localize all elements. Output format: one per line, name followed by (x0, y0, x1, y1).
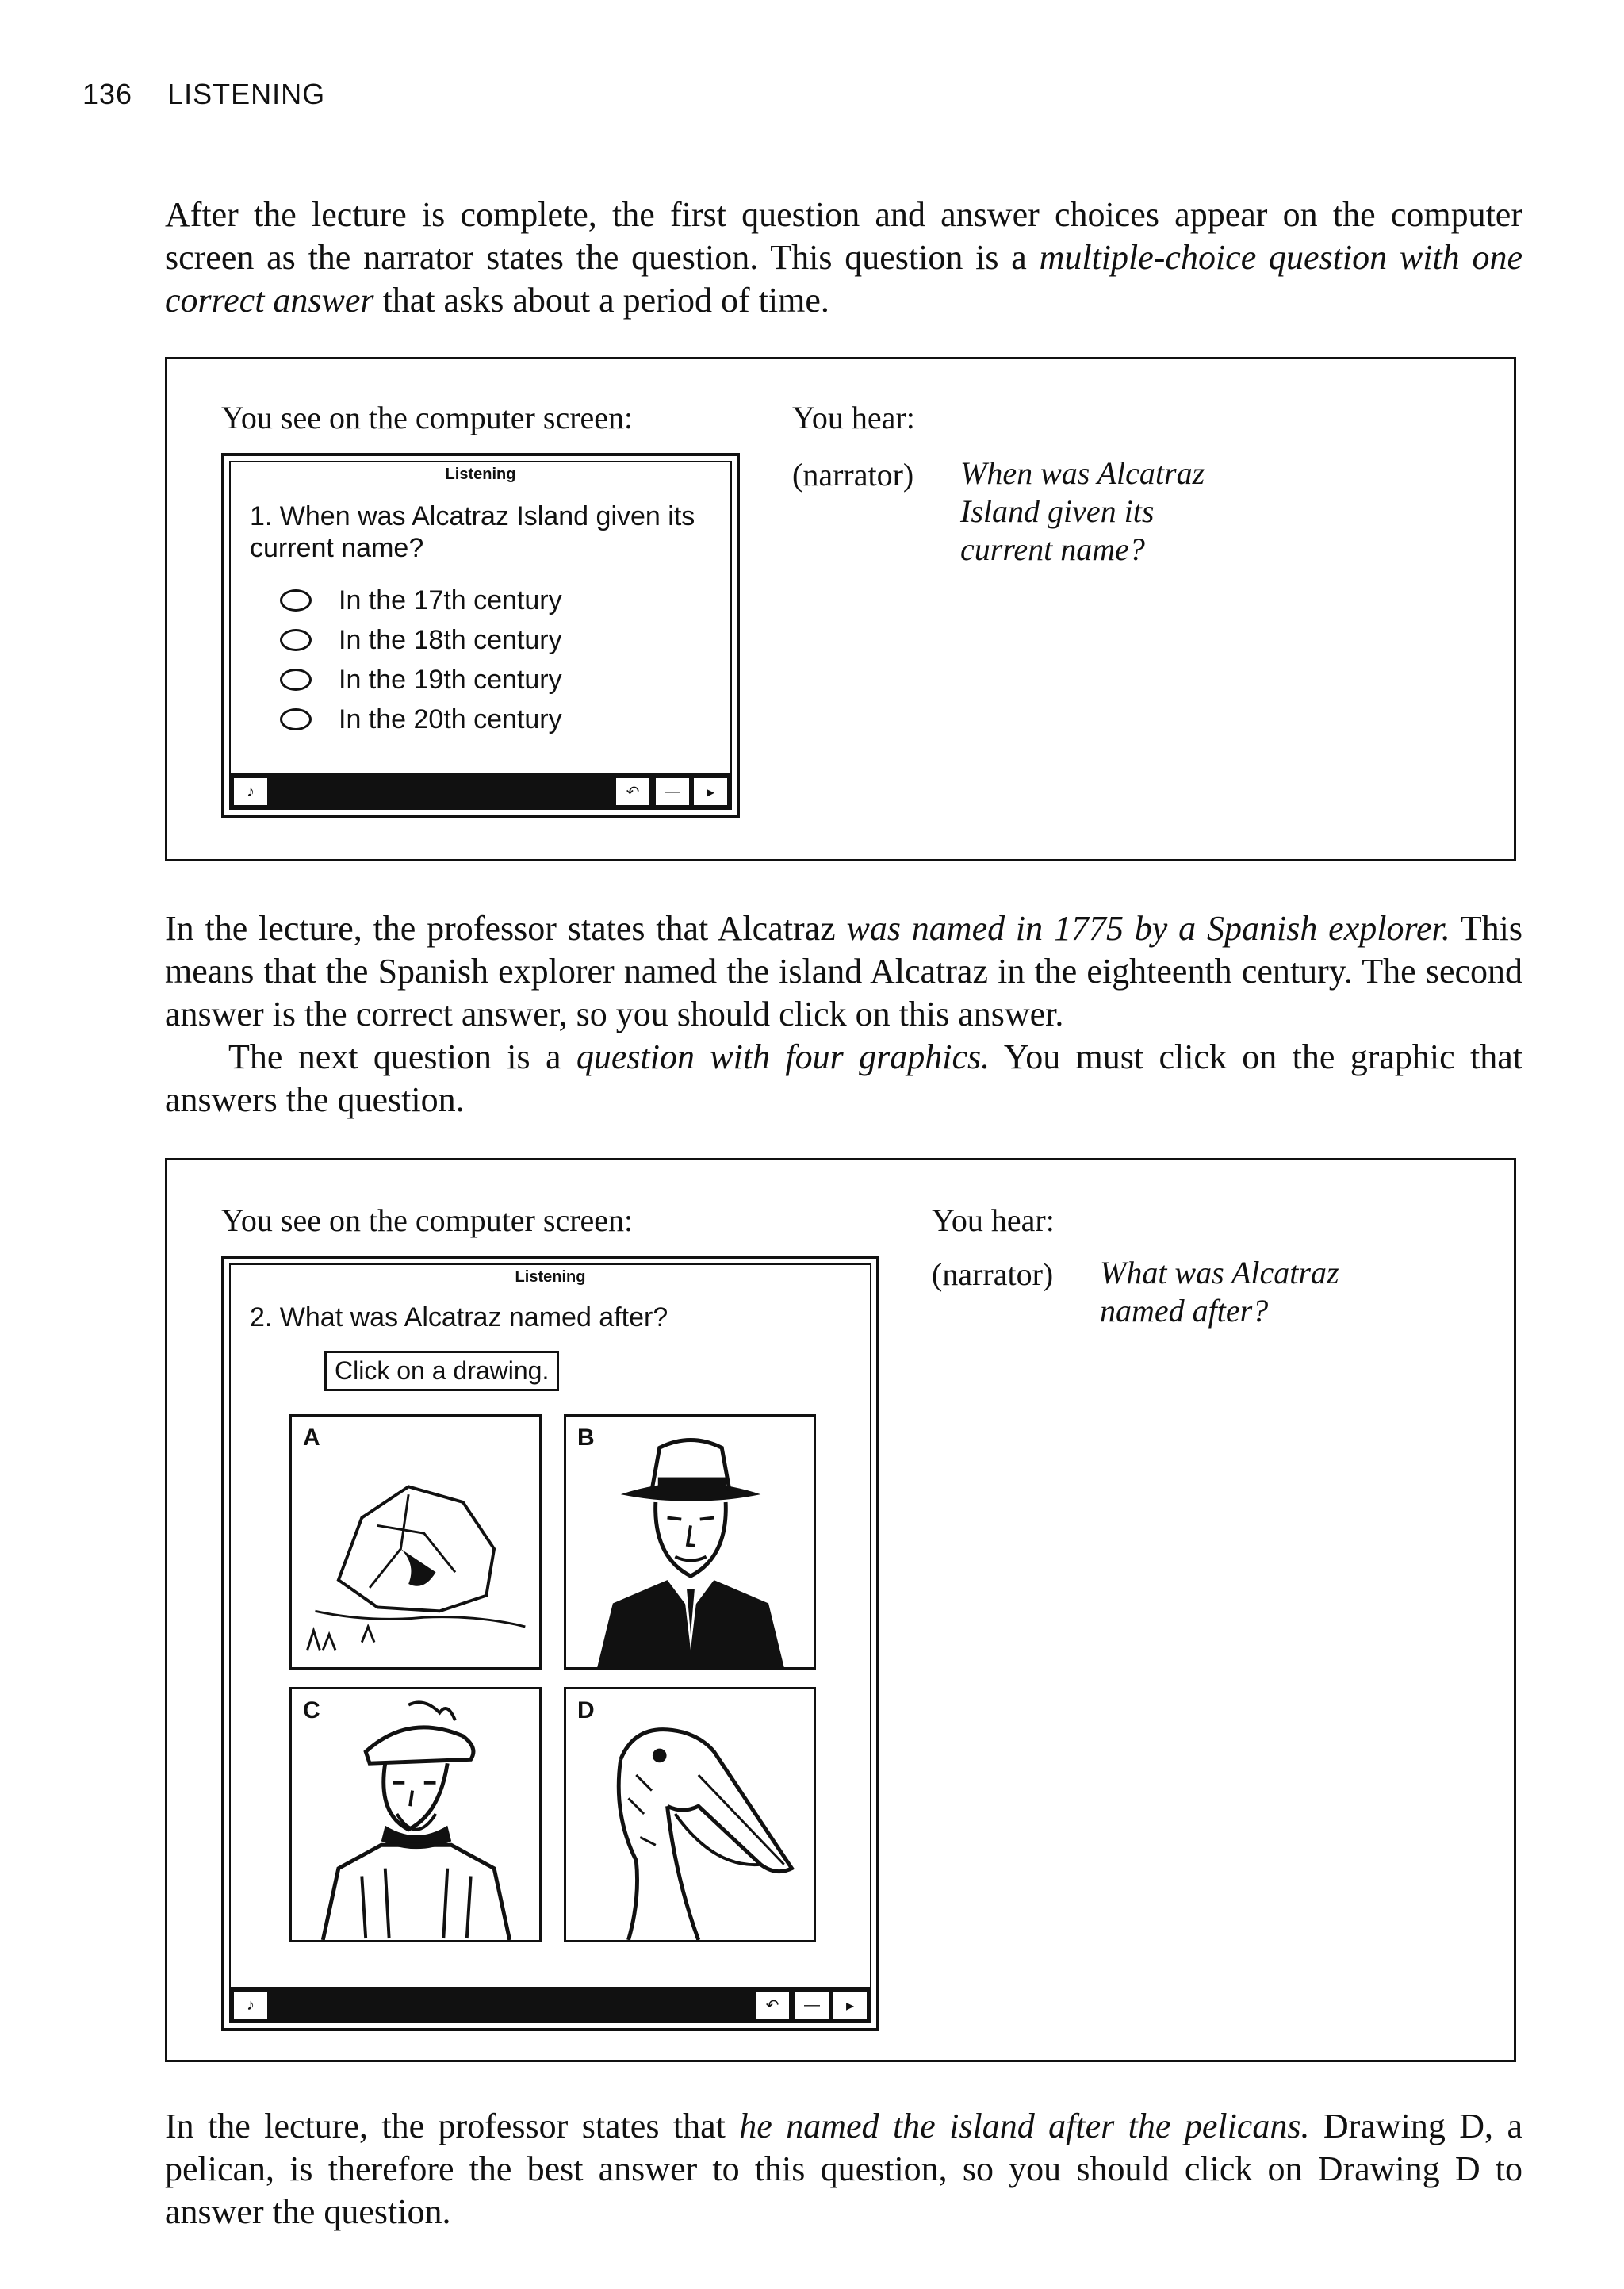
conclusion-paragraph: In the lecture, the professor states that he named the island after the pelicans. Drawing D, a pelican, is therefore the best answer to this question, so you should click on Drawing D to answer the question. (165, 2107, 1522, 2231)
answer-option-4[interactable]: In the 20th century (280, 704, 562, 735)
answer-option-1[interactable]: In the 17th century (280, 585, 562, 616)
next-button[interactable] (692, 776, 729, 807)
computer-screen-1 (221, 453, 740, 818)
answer-option-3[interactable]: In the 19th century (280, 664, 562, 696)
help-button[interactable] (754, 1990, 791, 2020)
radio-button[interactable] (280, 708, 312, 730)
drawing-d[interactable]: D (564, 1687, 816, 1942)
confirm-icon: — (804, 1996, 820, 2014)
audio-text: When was Alcatraz Island given its current name? (960, 455, 1205, 567)
page-number: 136 (82, 78, 133, 110)
help-icon: ↶ (765, 1996, 779, 2015)
example-box-2 (165, 1158, 1516, 2062)
example-box-1 (165, 357, 1516, 861)
next-button[interactable] (832, 1990, 868, 2020)
intro-emphasis: multiple-choice question with one correct answer (165, 238, 1522, 320)
radio-button[interactable] (280, 629, 312, 651)
pelican-icon (566, 1689, 814, 1940)
running-head (82, 78, 325, 111)
rock-icon (292, 1417, 539, 1667)
confirm-button[interactable] (654, 776, 691, 807)
radio-button[interactable] (280, 589, 312, 612)
next-icon: ▸ (845, 1996, 855, 2015)
confirm-icon: — (665, 782, 680, 800)
volume-button[interactable] (232, 776, 269, 807)
toolbar (229, 1987, 871, 2023)
speaker-label: (narrator) (932, 1256, 1054, 1292)
confirm-button[interactable] (794, 1990, 830, 2020)
radio-button[interactable] (280, 669, 312, 691)
volume-icon: ♪ (247, 782, 255, 800)
hear-label: You hear: (932, 1202, 1055, 1238)
audio-text: What was Alcatraz named after? (1100, 1255, 1339, 1329)
see-label: You see on the computer screen: (221, 1202, 634, 1238)
computer-screen-2 (221, 1256, 879, 2031)
explanation-paragraph: In the lecture, the professor states that Alcatraz was named in 1775 by a Spanish explorer. This means that the Spanish explorer named the island Alcatraz in the eighteenth century. The second answer is the correct answer, so you should click on this answer. The next question is a question with four graphics. You must click on the graphic that answers the question. (165, 909, 1522, 1119)
help-button[interactable] (615, 776, 651, 807)
intro-text: After the lecture is complete, the first question and answer choices appear on the computer screen as the narrator states the question. This question is a (165, 195, 1522, 277)
volume-button[interactable] (232, 1990, 269, 2020)
intro-text-end: that asks about a period of time. (373, 281, 829, 320)
drawing-b[interactable]: B (564, 1414, 816, 1670)
section-title: LISTENING (167, 78, 326, 110)
conquistador-icon (292, 1689, 539, 1940)
help-icon: ↶ (626, 783, 640, 801)
see-label: You see on the computer screen: (221, 400, 634, 435)
hear-label: You hear: (792, 400, 915, 435)
drawing-c[interactable]: C (289, 1687, 542, 1942)
intro-paragraph (165, 194, 1522, 322)
question-text: 1. When was Alcatraz Island given its current name? (250, 501, 695, 563)
screen-title: Listening (445, 466, 516, 483)
speaker-label: (narrator) (792, 457, 914, 493)
screen-title: Listening (515, 1268, 586, 1286)
man-with-hat-icon (566, 1417, 814, 1667)
drawing-a[interactable]: A (289, 1414, 542, 1670)
question-text: 2. What was Alcatraz named after? (250, 1302, 668, 1332)
toolbar (229, 773, 732, 810)
volume-icon: ♪ (247, 1996, 255, 2014)
next-icon: ▸ (706, 783, 715, 801)
click-hint: Click on a drawing. (324, 1351, 559, 1391)
answer-option-2[interactable]: In the 18th century (280, 624, 562, 656)
